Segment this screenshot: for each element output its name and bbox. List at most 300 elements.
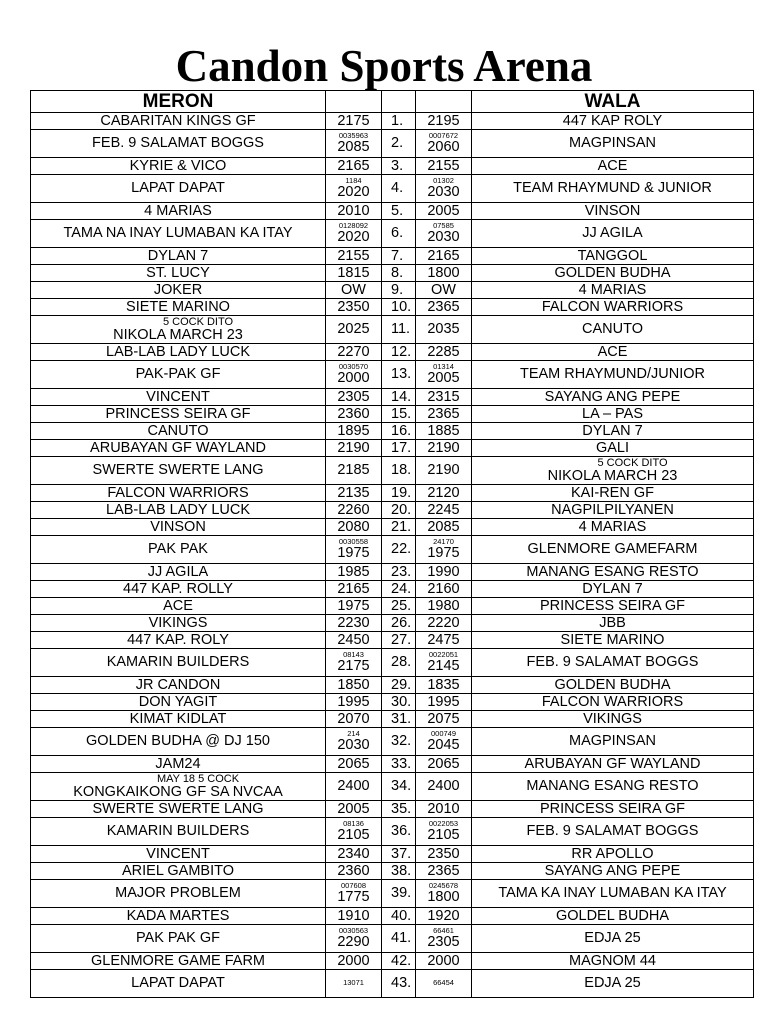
wala-cell <box>472 440 754 457</box>
fight-number-cell <box>382 265 416 282</box>
meron-name: ST. LUCY <box>146 264 210 281</box>
fight-number: 42. <box>391 952 412 969</box>
wala-cell <box>472 248 754 265</box>
meron-header: MERON <box>31 91 326 113</box>
wala-cell <box>472 818 754 846</box>
wala-cell <box>472 801 754 818</box>
match-table <box>30 90 754 998</box>
meron-bet-cell <box>326 113 382 130</box>
wala-cell <box>472 485 754 502</box>
meron-bet-cell <box>326 130 382 158</box>
fight-number: 29. <box>391 676 412 693</box>
meron-cell <box>31 344 326 361</box>
fight-number: 36. <box>391 823 412 839</box>
wala-cell <box>472 649 754 677</box>
fight-number: 12. <box>391 343 412 360</box>
table-row <box>31 158 754 175</box>
meron-name: KYRIE & VICO <box>129 157 227 174</box>
meron-bet-cell <box>326 423 382 440</box>
meron-bet: 2230 <box>337 614 370 631</box>
wala-bet-cell <box>416 423 472 440</box>
table-row <box>31 756 754 773</box>
meron-bet: 2175 <box>337 657 370 674</box>
meron-bet: 2400 <box>337 778 370 794</box>
wala-name: TANGGOL <box>577 247 648 264</box>
wala-bet-cell <box>416 220 472 248</box>
fight-number: 24. <box>391 580 412 597</box>
wala-bet-cell <box>416 818 472 846</box>
wala-name: 4 MARIAS <box>578 518 647 535</box>
meron-bet: 2005 <box>337 800 370 817</box>
wala-bet-cell <box>416 908 472 925</box>
meron-bet-cell <box>326 406 382 423</box>
wala-bet: 2245 <box>427 501 460 518</box>
fight-number: 17. <box>391 439 412 456</box>
meron-cell <box>31 158 326 175</box>
wala-name: KAI-REN GF <box>571 484 654 501</box>
fight-number-cell <box>382 711 416 728</box>
wala-cell <box>472 113 754 130</box>
meron-bet-cell <box>326 457 382 485</box>
fight-number-cell <box>382 925 416 953</box>
meron-bet-cell <box>326 970 382 998</box>
meron-name: GLENMORE GAME FARM <box>90 952 266 969</box>
table-row <box>31 970 754 998</box>
wala-bet: 1995 <box>427 693 460 710</box>
wala-ticket: 0022051 <box>428 649 459 659</box>
meron-bet-header <box>326 91 382 113</box>
meron-bet: 2010 <box>337 202 370 219</box>
wala-cell <box>472 925 754 953</box>
wala-bet-cell <box>416 953 472 970</box>
wala-bet: 2105 <box>427 826 460 843</box>
meron-cell <box>31 677 326 694</box>
meron-name: JAM24 <box>155 755 201 772</box>
fight-number: 27. <box>391 631 412 648</box>
meron-bet-cell <box>326 908 382 925</box>
table-row <box>31 925 754 953</box>
meron-bet-cell <box>326 203 382 220</box>
meron-name: ACE <box>163 597 193 614</box>
fight-number-cell <box>382 457 416 485</box>
meron-bet-cell <box>326 536 382 564</box>
meron-ticket: 0030558 <box>338 536 369 546</box>
table-row <box>31 649 754 677</box>
meron-bet-cell <box>326 299 382 316</box>
wala-bet-cell <box>416 728 472 756</box>
wala-bet-cell <box>416 536 472 564</box>
meron-cell <box>31 248 326 265</box>
meron-bet: 2270 <box>337 343 370 360</box>
wala-bet: 1920 <box>427 907 460 924</box>
fight-number-cell <box>382 801 416 818</box>
meron-bet-cell <box>326 632 382 649</box>
fight-number: 8. <box>391 264 404 281</box>
meron-bet: 2030 <box>337 736 370 753</box>
wala-bet: 2220 <box>427 614 460 631</box>
meron-bet-cell <box>326 694 382 711</box>
wala-bet: 2045 <box>427 736 460 753</box>
wala-name: PRINCESS SEIRA GF <box>539 800 686 817</box>
fight-number: 3. <box>391 157 404 174</box>
meron-cell <box>31 728 326 756</box>
fight-number-cell <box>382 485 416 502</box>
meron-bet: 1895 <box>337 422 370 439</box>
meron-cell <box>31 908 326 925</box>
fight-number: 28. <box>391 654 412 670</box>
fight-number: 4. <box>391 180 404 196</box>
meron-bet: 2350 <box>337 298 370 315</box>
wala-cell <box>472 502 754 519</box>
meron-bet-cell <box>326 711 382 728</box>
meron-cell <box>31 406 326 423</box>
wala-name: TEAM RHAYMUND & JUNIOR <box>513 180 712 196</box>
wala-name: SIETE MARINO <box>560 631 665 648</box>
wala-bet-cell <box>416 203 472 220</box>
fight-number-cell <box>382 846 416 863</box>
table-row <box>31 220 754 248</box>
wala-name: VIKINGS <box>583 710 642 727</box>
meron-cell <box>31 220 326 248</box>
meron-bet-cell <box>326 389 382 406</box>
wala-bet: 2085 <box>427 518 460 535</box>
fight-number-cell <box>382 220 416 248</box>
meron-bet-cell <box>326 220 382 248</box>
meron-cell <box>31 953 326 970</box>
meron-bet-cell <box>326 756 382 773</box>
wala-cell <box>472 970 754 998</box>
fight-number-cell <box>382 519 416 536</box>
wala-bet: 1980 <box>427 597 460 614</box>
meron-bet: 2360 <box>337 405 370 422</box>
meron-bet-cell <box>326 485 382 502</box>
wala-bet: 2350 <box>427 845 460 862</box>
wala-ticket: 66454 <box>433 978 454 987</box>
meron-cell <box>31 564 326 581</box>
wala-cell <box>472 677 754 694</box>
fight-number: 41. <box>391 930 412 946</box>
fight-number-cell <box>382 818 416 846</box>
table-row <box>31 406 754 423</box>
wala-bet: 2365 <box>427 298 460 315</box>
meron-bet: 1995 <box>337 693 370 710</box>
fight-number-cell <box>382 502 416 519</box>
table-row <box>31 598 754 615</box>
meron-cell <box>31 423 326 440</box>
meron-bet-cell <box>326 175 382 203</box>
meron-bet-cell <box>326 880 382 908</box>
meron-name: JOKER <box>153 281 203 298</box>
wala-bet: 2005 <box>427 202 460 219</box>
table-row <box>31 677 754 694</box>
wala-bet: 2195 <box>427 112 460 129</box>
wala-bet: 2075 <box>427 710 460 727</box>
wala-name: DYLAN 7 <box>582 580 643 597</box>
wala-name: TAMA KA INAY LUMABAN KA ITAY <box>498 885 727 901</box>
fight-number: 26. <box>391 614 412 631</box>
meron-bet-cell <box>326 863 382 880</box>
meron-name: FEB. 9 SALAMAT BOGGS <box>92 135 264 151</box>
table-row <box>31 773 754 801</box>
table-row <box>31 581 754 598</box>
meron-bet-cell <box>326 728 382 756</box>
fight-number-cell <box>382 581 416 598</box>
wala-bet-cell <box>416 880 472 908</box>
fight-number: 14. <box>391 388 412 405</box>
meron-name: LAB-LAB LADY LUCK <box>106 501 250 518</box>
table-row <box>31 908 754 925</box>
wala-bet: 2035 <box>427 321 460 337</box>
table-row <box>31 361 754 389</box>
wala-cell <box>472 536 754 564</box>
fight-number-cell <box>382 564 416 581</box>
fight-number-cell <box>382 203 416 220</box>
meron-cell <box>31 818 326 846</box>
meron-bet: 2360 <box>337 862 370 879</box>
fight-number-cell <box>382 773 416 801</box>
wala-name: MAGPINSAN <box>568 135 656 151</box>
meron-cell <box>31 299 326 316</box>
fight-number: 16. <box>391 422 412 439</box>
table-row <box>31 564 754 581</box>
meron-note: 5 COCK DITO <box>162 315 234 328</box>
meron-name: PRINCESS SEIRA GF <box>105 405 251 422</box>
meron-name: KONGKAIKONG GF SA NVCAA <box>73 783 283 800</box>
wala-bet-cell <box>416 677 472 694</box>
meron-bet: 2165 <box>337 580 370 597</box>
table-row <box>31 113 754 130</box>
wala-cell <box>472 756 754 773</box>
wala-bet-cell <box>416 970 472 998</box>
wala-cell <box>472 220 754 248</box>
fight-number: 21. <box>391 518 412 535</box>
wala-bet-cell <box>416 457 472 485</box>
meron-bet: 1815 <box>337 264 370 281</box>
meron-cell <box>31 175 326 203</box>
wala-bet-cell <box>416 158 472 175</box>
fight-number: 7. <box>391 247 404 264</box>
wala-bet: 2365 <box>427 862 460 879</box>
wala-name: SAYANG ANG PEPE <box>544 388 681 405</box>
meron-bet-cell <box>326 265 382 282</box>
meron-bet-cell <box>326 440 382 457</box>
wala-bet-cell <box>416 299 472 316</box>
wala-name: GOLDEN BUDHA <box>554 264 671 281</box>
meron-name: SIETE MARINO <box>126 298 230 315</box>
wala-cell <box>472 880 754 908</box>
wala-header: WALA <box>472 91 754 113</box>
wala-bet-header <box>416 91 472 113</box>
meron-name: PAK PAK <box>148 541 208 557</box>
fight-number: 35. <box>391 800 412 817</box>
wala-bet-cell <box>416 649 472 677</box>
fight-number-cell <box>382 649 416 677</box>
meron-name: VINSON <box>150 518 206 535</box>
fight-number-cell <box>382 282 416 299</box>
meron-bet: 2290 <box>337 933 370 950</box>
wala-bet: 2365 <box>427 405 460 422</box>
wala-bet-cell <box>416 248 472 265</box>
fight-number: 25. <box>391 597 412 614</box>
meron-bet-cell <box>326 581 382 598</box>
wala-cell <box>472 694 754 711</box>
meron-name: VINCENT <box>146 845 210 862</box>
meron-name: JR CANDON <box>135 676 221 693</box>
meron-name: KAMARIN BUILDERS <box>106 823 250 839</box>
fight-number-cell <box>382 694 416 711</box>
wala-name: 4 MARIAS <box>578 281 647 298</box>
meron-ticket: 13071 <box>343 978 364 987</box>
meron-cell <box>31 502 326 519</box>
fight-number: 1. <box>391 112 404 129</box>
meron-name: KIMAT KIDLAT <box>129 710 227 727</box>
fight-number-cell <box>382 728 416 756</box>
meron-ticket: 214 <box>347 728 360 738</box>
meron-ticket: 0128092 <box>338 220 369 230</box>
table-row <box>31 203 754 220</box>
meron-cell <box>31 316 326 344</box>
wala-name: ACE <box>597 157 628 174</box>
meron-bet-cell <box>326 818 382 846</box>
meron-bet: 1985 <box>337 563 370 580</box>
wala-bet: 1835 <box>427 676 460 693</box>
wala-bet-cell <box>416 485 472 502</box>
meron-name: KADA MARTES <box>126 907 230 924</box>
meron-bet-cell <box>326 953 382 970</box>
fight-number: 37. <box>391 845 412 862</box>
meron-cell <box>31 773 326 801</box>
meron-bet: 2260 <box>337 501 370 518</box>
table-row <box>31 615 754 632</box>
wala-bet-cell <box>416 344 472 361</box>
fight-number: 30. <box>391 693 412 710</box>
wala-name: GOLDEL BUDHA <box>555 907 670 924</box>
fight-number: 19. <box>391 484 412 501</box>
table-row <box>31 485 754 502</box>
fight-number: 31. <box>391 710 412 727</box>
wala-cell <box>472 846 754 863</box>
wala-ticket: 07585 <box>433 220 454 230</box>
wala-bet-cell <box>416 130 472 158</box>
wala-bet: 2000 <box>427 952 460 969</box>
meron-cell <box>31 649 326 677</box>
wala-cell <box>472 406 754 423</box>
meron-bet: 2185 <box>337 462 370 478</box>
meron-cell <box>31 711 326 728</box>
fight-number-cell <box>382 536 416 564</box>
wala-cell <box>472 953 754 970</box>
fight-number-cell <box>382 908 416 925</box>
wala-bet: 2005 <box>427 369 460 386</box>
wala-cell <box>472 564 754 581</box>
wala-bet-cell <box>416 564 472 581</box>
wala-cell <box>472 423 754 440</box>
wala-bet-cell <box>416 361 472 389</box>
wala-name: GOLDEN BUDHA <box>554 676 671 693</box>
meron-cell <box>31 536 326 564</box>
wala-cell <box>472 728 754 756</box>
wala-name: MAGNOM 44 <box>568 952 656 969</box>
meron-bet: 2105 <box>337 826 370 843</box>
wala-bet-cell <box>416 440 472 457</box>
meron-bet-cell <box>326 649 382 677</box>
table-row <box>31 694 754 711</box>
meron-name: 447 KAP. ROLY <box>127 631 229 648</box>
meron-bet: 2065 <box>337 755 370 772</box>
fight-number: 39. <box>391 885 412 901</box>
wala-bet: 1975 <box>427 544 460 561</box>
wala-name: LA – PAS <box>582 405 643 422</box>
meron-name: CABARITAN KINGS GF <box>100 112 256 129</box>
wala-bet-cell <box>416 389 472 406</box>
wala-bet: 2400 <box>427 778 460 794</box>
wala-bet-cell <box>416 615 472 632</box>
meron-bet: OW <box>341 281 366 298</box>
wala-bet-cell <box>416 801 472 818</box>
fight-number-cell <box>382 863 416 880</box>
wala-ticket: 24170 <box>433 536 454 546</box>
wala-cell <box>472 158 754 175</box>
wala-cell <box>472 773 754 801</box>
match-rows <box>31 113 754 998</box>
wala-bet: 2155 <box>427 157 460 174</box>
fight-number: 13. <box>391 366 412 382</box>
table-row <box>31 880 754 908</box>
meron-bet: 2135 <box>337 484 370 501</box>
fight-number-cell <box>382 677 416 694</box>
meron-ticket: 1184 <box>345 175 362 185</box>
wala-bet: 2190 <box>427 439 460 456</box>
wala-name: TEAM RHAYMUND/JUNIOR <box>519 366 705 382</box>
meron-name: MAJOR PROBLEM <box>115 885 241 901</box>
fight-number-cell <box>382 299 416 316</box>
meron-cell <box>31 863 326 880</box>
meron-bet: 1975 <box>337 544 370 561</box>
table-row <box>31 502 754 519</box>
wala-bet: 2030 <box>427 183 460 200</box>
wala-bet: 2120 <box>427 484 460 501</box>
meron-bet: 2000 <box>337 952 370 969</box>
fight-number: 40. <box>391 907 412 924</box>
meron-name: CANUTO <box>147 422 209 439</box>
wala-bet: 2060 <box>427 138 460 155</box>
table-row <box>31 519 754 536</box>
meron-bet-cell <box>326 519 382 536</box>
wala-bet: 2010 <box>427 800 460 817</box>
meron-cell <box>31 440 326 457</box>
wala-ticket: 66461 <box>433 925 454 935</box>
meron-bet-cell <box>326 846 382 863</box>
wala-name: 447 KAP ROLY <box>562 112 663 129</box>
meron-bet-cell <box>326 502 382 519</box>
meron-note: MAY 18 5 COCK <box>156 772 240 785</box>
wala-cell <box>472 299 754 316</box>
table-row <box>31 801 754 818</box>
meron-bet-cell <box>326 773 382 801</box>
fight-number-cell <box>382 389 416 406</box>
wala-cell <box>472 519 754 536</box>
meron-name: KAMARIN BUILDERS <box>106 654 250 670</box>
wala-name: MANANG ESANG RESTO <box>526 778 699 794</box>
wala-bet-cell <box>416 175 472 203</box>
meron-bet: 2175 <box>337 112 370 129</box>
table-row <box>31 282 754 299</box>
wala-bet: 1800 <box>427 888 460 905</box>
meron-cell <box>31 846 326 863</box>
meron-cell <box>31 615 326 632</box>
meron-cell <box>31 203 326 220</box>
meron-cell <box>31 361 326 389</box>
